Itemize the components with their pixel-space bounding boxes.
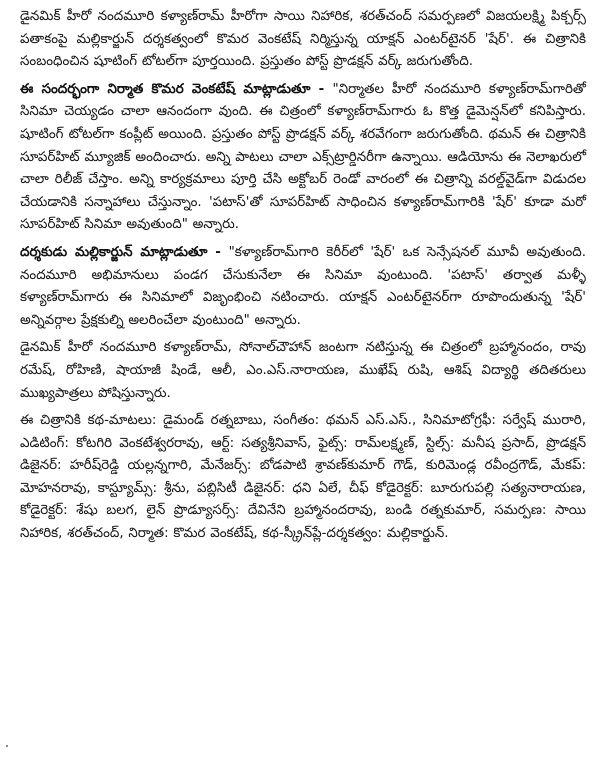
paragraph-director-quote bbox=[20, 242, 586, 332]
paragraph-text: డైనమిక్ హీరో నందమూరి కళ్యాణ్‌రామ్ హీరోగా సాయి నిహారిక, శరత్‌చంద్ సమర్పణలో విజయలక్ష్మి పిక్చర్స్ పతాకంపై మల్లికార్జున్ దర్శకత్వంలో కొమర వెంకటేష్ నిర్మిస్తున్న యాక్షన్ ఎంటర్‌టైనర్ 'షేర్'. ఈ చిత్రానికి సంబంధించిన షూటింగ్ టోటల్‌గా పూర్తయింది. ప్రస్తుతం పోస్ట్ ప్రొడక్షన్ వర్క్ జరుగుతోంది. bbox=[20, 9, 586, 70]
paragraph-text: డైనమిక్ హీరో నందమూరి కళ్యాణ్‌రామ్, సోనాల్‌చౌహాన్ జంటగా నటిస్తున్న ఈ చిత్రంలో బ్రహ్మానందం, రావు రమేష్, రోహిణి, షాయాజీ షిండే, ఆలీ, ఎం.ఎస్.నారాయణ, ముఖేష్ రుషి, ఆశిష్ విద్యార్థి తదితరులు ముఖ్యపాత్రలు పోషిస్తున్నారు. bbox=[20, 340, 586, 401]
scan-dot bbox=[6, 745, 8, 747]
paragraph-producer-quote bbox=[20, 79, 586, 237]
paragraph-crew bbox=[20, 410, 586, 546]
paragraph-lead: దర్శకుడు మల్లికార్జున్ మాట్లాడుతూ - bbox=[20, 244, 229, 260]
paragraph-intro bbox=[20, 6, 586, 74]
paragraph-text: "నిర్మాతల హీరో నందమూరి కళ్యాణ్‌రామ్‌గారితో సినిమా చెయ్యడం చాలా ఆనందంగా వుంది. ఈ చిత్రంలో కళ్యాణ్‌రామ్‌గారు ఓ కొత్త డైమెన్షన్‌లో కనిపిస్తారు. షూటింగ్ టోటల్‌గా కంప్లీట్ అయింది. ప్రస్తుతం పోస్ట్ ప్రొడక్షన్ వర్క్ శరవేగంగా జరుగుతోంది. థమన్ ఈ చిత్రానికి సూపర్‌హిట్ మ్యూజిక్ అందించారు. అన్ని పాటలు చాలా ఎక్స్‌ట్రార్డినరీగా ఉన్నాయి. ఆడియోను ఈ నెలాఖరులో చాలా రిలీజ్ చేస్తాం. అన్ని కార్యక్రమాలు పూర్తి చేసి అక్టోబర్ రెండో వారంలో ఈ చిత్రాన్ని వరల్డ్‌వైడ్‌గా విడుదల చేయడానికి సన్నాహాలు చేస్తున్నాం. 'పటాస్'తో సూపర్‌హిట్ సాధించిన కళ్యాణ్‌రామ్‌గారికి 'షేర్' కూడా మరో సూపర్‌హిట్ సినిమా అవుతుంది" అన్నారు. bbox=[20, 81, 586, 233]
paragraph-text: "కళ్యాణ్‌రామ్‌గారి కెరీర్‌లో 'షేర్' ఒక సెన్సేషనల్ మూవీ అవుతుంది. నందమూరి అభిమానులు పండగ చేసుకునేలా ఈ సినిమా వుంటుంది. 'పటాస్' తర్వాత మళ్ళీ కళ్యాణ్‌రామ్‌గారు ఈ సినిమాలో విజృంభించి నటించారు. యాక్షన్ ఎంటర్‌టైనర్‌గా రూపొందుతున్న 'షేర్' అన్నివర్గాల ప్రేక్షకుల్ని అలరించేలా వుంటుంది" అన్నారు. bbox=[20, 244, 586, 328]
paragraph-lead: ఈ సందర్భంగా నిర్మాత కొమర వెంకటేష్ మాట్లాడుతూ - bbox=[20, 81, 333, 97]
paragraph-cast bbox=[20, 337, 586, 405]
paragraph-text: ఈ చిత్రానికి కథ-మాటలు: డైమండ్ రత్నబాబు, సంగీతం: థమన్ ఎస్.ఎస్., సినిమాటోగ్రఫీ: సర్వేష్ మురారి, ఎడిటింగ్: కోటగిరి వెంకటేశ్వరరావు, ఆర్ట్: సత్యశ్రీనివాస్, ఫైట్స్: రామ్‌లక్ష్మణ్, స్టిల్స్: మనీష ప్రసాద్, ప్రొడక్షన్ డిజైనర్: హరీష్‌రెడ్డి యల్లన్నగారి, మేనేజర్స్: బోడపాటి శ్రావణ్‌కుమార్ గౌడ్, కురిమెండ్ల రవీంద్రగౌడ్, మేకప్: మోహనరావు, కాస్ట్యూమ్స్: శ్రీను, పబ్లిసిటీ డిజైనర్: ధని ఏలే, చీఫ్ కోడైరెక్టర్: బూరుగుపల్లి సత్యనారాయణ, కోడైరెక్టర్: శేషు బలగ, లైన్ ప్రొడ్యూసర్స్: దేవినేని బ్రహ్మానందరావు, బండి రత్నకుమార్, సమర్పణ: సాయి నిహారిక, శరత్‌చంద్, నిర్మాత: కొమర వెంకటేష్, కథ-స్క్రీన్‌ప్లే-దర్శకత్వం: మల్లికార్జున్. bbox=[20, 413, 586, 542]
